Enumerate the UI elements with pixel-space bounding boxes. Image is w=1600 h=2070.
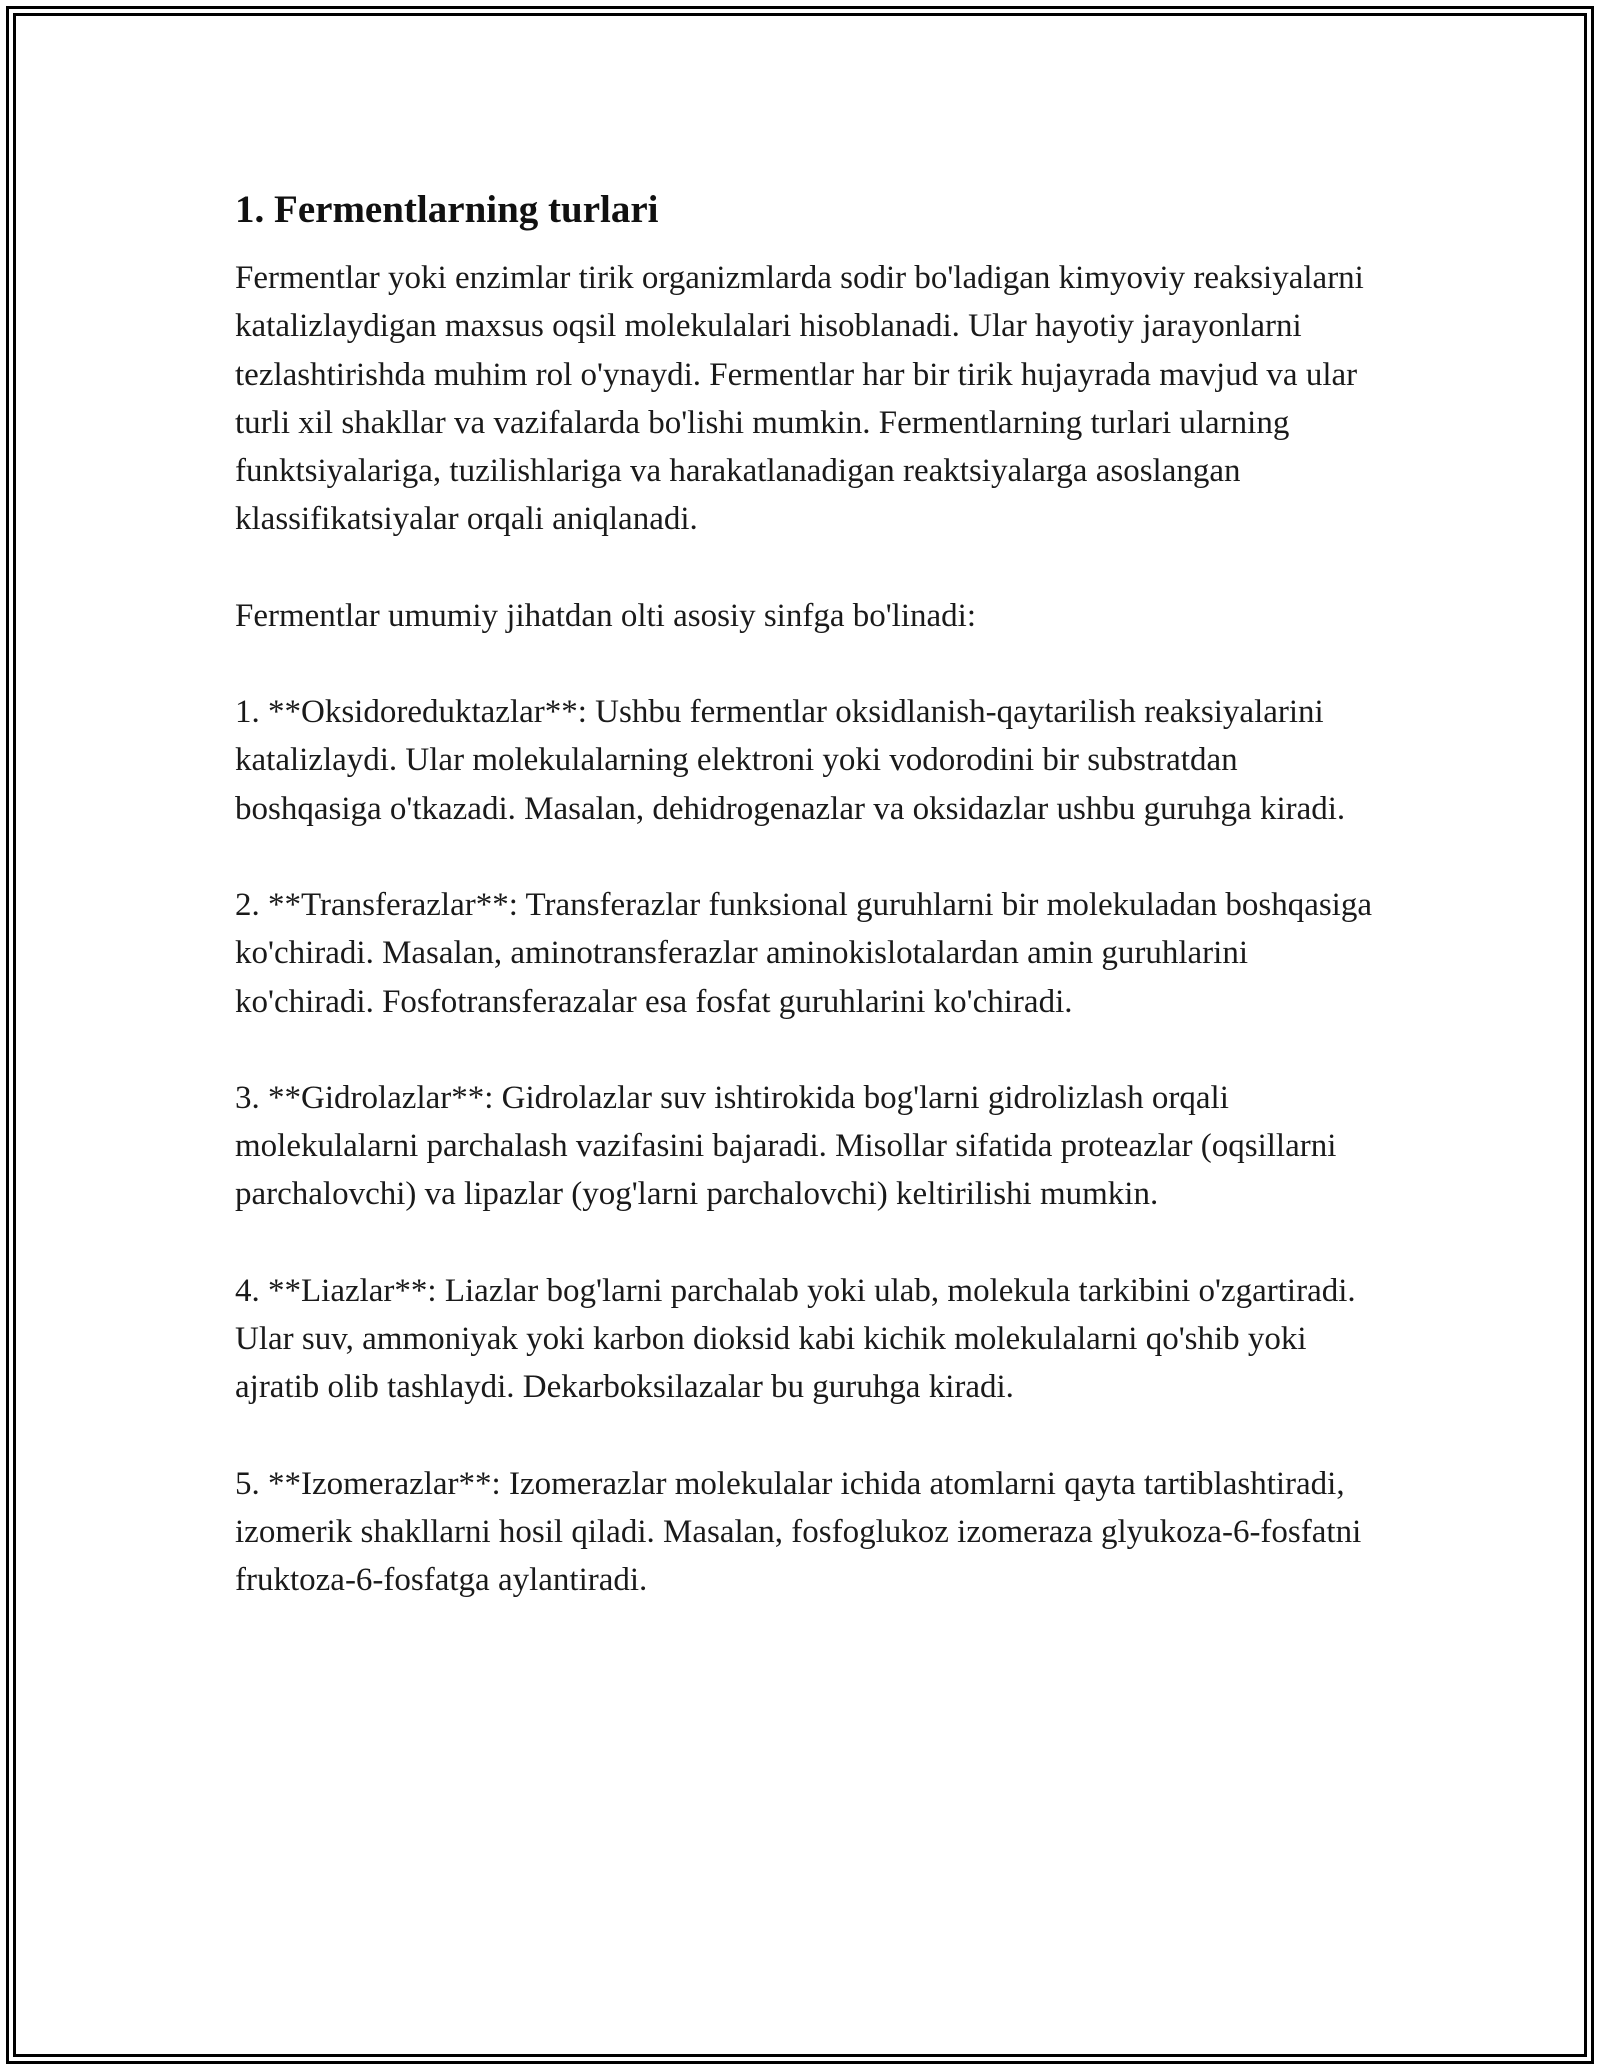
- list-item-izomerazlar: 5. **Izomerazlar**: Izomerazlar molekulalar ichida atomlarni qayta tartiblashtiradi, izomerik shakllarni hosil qiladi. Masalan, fosfoglukoz izomeraza glyukoza-6-fosfatni fruktoza-6-fosfatga aylantiradi.: [235, 1465, 1362, 1599]
- list-item-transferazlar: 2. **Transferazlar**: Transferazlar funksional guruhlarni bir molekuladan boshqasiga ko'chiradi. Masalan, aminotransferazlar aminokislotalardan amin guruhlarini ko'chiradi. Fosfotransferazalar esa fosfat guruhlarini ko'chiradi.: [235, 886, 1373, 1020]
- document-body: [235, 186, 1375, 1653]
- section-title: 1. Fermentlarning turlari: [235, 188, 659, 231]
- classes-intro-paragraph: Fermentlar umumiy jihatdan olti asosiy sinfga bo'linadi:: [235, 597, 977, 634]
- list-item-gidrolazlar: 3. **Gidrolazlar**: Gidrolazlar suv ishtirokida bog'larni gidrolizlash orqali molekulalarni parchalash vazifasini bajaradi. Misollar sifatida proteazlar (oqsillarni parchalovchi) va lipazlar (yog'larni parchalovchi) keltirilishi mumkin.: [235, 1079, 1337, 1213]
- intro-paragraph: Fermentlar yoki enzimlar tirik organizmlarda sodir bo'ladigan kimyoviy reaksiyalarni katalizlaydigan maxsus oqsil molekulalari hisoblanadi. Ular hayotiy jarayonlarni tezlashtirishda muhim rol o'ynaydi. Fermentlar har bir tirik hujayrada mavjud va ular turli xil shakllar va vazifalarda bo'lishi mumkin. Fermentlarning turlari ularning funktsiyalariga, tuzilishlariga va harakatlanadigan reaktsiyalarga asoslangan klassifikatsiyalar orqali aniqlanadi.: [235, 260, 1364, 538]
- list-item-liazlar: 4. **Liazlar**: Liazlar bog'larni parchalab yoki ulab, molekula tarkibini o'zgartiradi. Ular suv, ammoniyak yoki karbon dioksid kabi kichik molekulalarni qo'shib yoki ajratib olib tashlaydi. Dekarboksilazalar bu guruhga kiradi.: [235, 1272, 1356, 1406]
- list-item-oksidoreduktazlar: 1. **Oksidoreduktazlar**: Ushbu fermentlar oksidlanish-qaytarilish reaksiyalarini katalizlaydi. Ular molekulalarning elektroni yoki vodorodini bir substratdan boshqasiga o'tkazadi. Masalan, dehidrogenazlar va oksidazlar ushbu guruhga kiradi.: [235, 694, 1346, 827]
